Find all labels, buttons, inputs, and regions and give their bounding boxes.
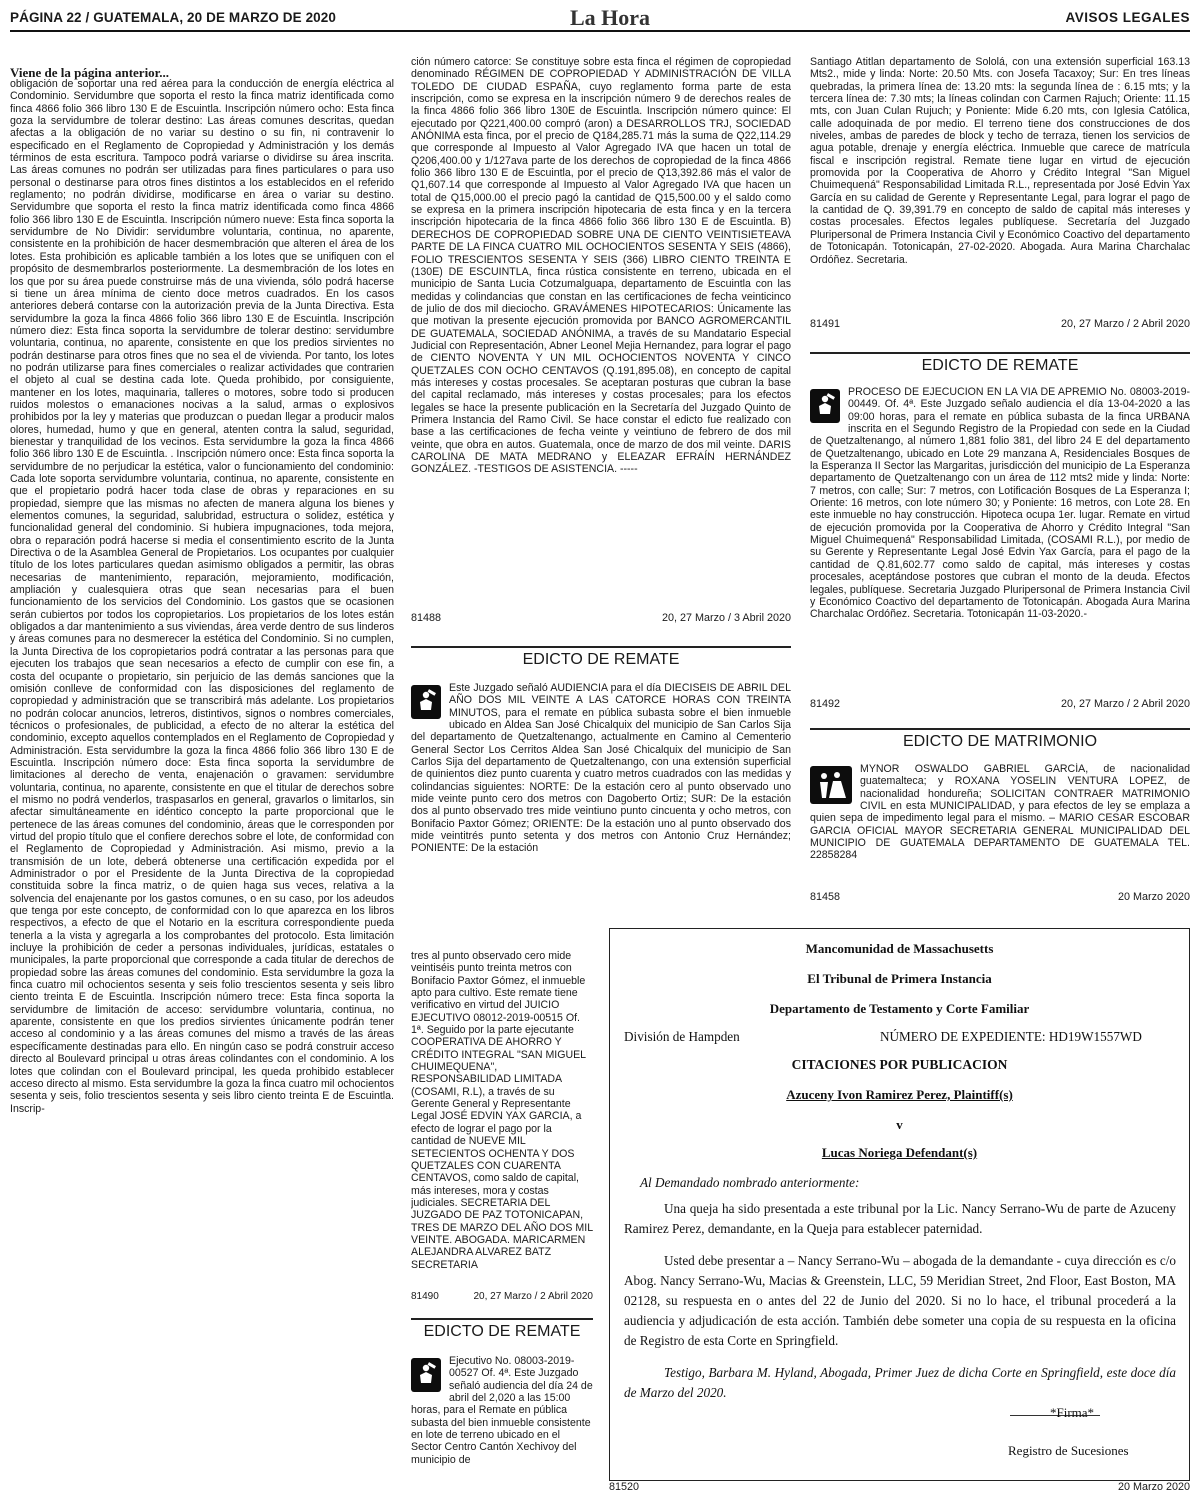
- versus: v: [896, 1117, 903, 1132]
- masthead: [10, 6, 1190, 32]
- page-info: PÁGINA 22 / GUATEMALA, 20 DE MARZO DE 2020: [10, 10, 337, 25]
- court-citation-notice: [609, 928, 1190, 1481]
- notice-dates: 20 Marzo 2020: [1117, 1481, 1190, 1493]
- salutation: Al Demandado nombrado anteriormente:: [640, 1175, 860, 1190]
- notice-text: Santiago Atitlan departamento de Sololá, con una extensión superficial 163.13 Mts2., mide y linda: Norte: 20.50 Mts. con Josefa Tacaxoy; Sur: En tres líneas quebradas, la primera línea de: 13.20 mts: la segunda línea de : 6.15 mts; y la tercera línea de: 7.30 mts; la líneas colindan con Carmen Rajuch; Oriente: 11.15 mts, con Juan Culan Rujuch; y Poniente: Mide 6.20 mts, con Iglesia Católica, calle adoquinada de por medio. El terreno tiene dos construcciones de dos niveles, ambas de paredes de block y techo de terraza, tienen los servicios de agua potable, drenaje y energía eléctrica. Inmueble que carece de matrícula fiscal e inscripción registral. Remate tiene lugar en virtud de ejecución promovida por la Cooperativa de Ahorro y Crédito Integral "San Miguel Chuimequená" Responsabilidad Limitada R.L., representada por José Edvin Yax García en su calidad de Gerente y Representante Legal, para lograr el pago de la cantidad de Q. 39,391.79 en concepto de saldo de capital más intereses y costas procesales. Efectos legales publíquese. Secretaría del Juzgado Pluripersonal de Primera Instancia Civil y Económico Coactivo del departamento de Totonicapán. Totonicapán, 27-02-2020. Abogada. Aura Marina Charchalac Ordóñez. Secretaria.: [810, 56, 1190, 266]
- defendant: Lucas Noriega Defendant(s): [821, 1145, 978, 1160]
- newspaper-logo: La Hora: [570, 5, 651, 30]
- division: División de Hampden: [624, 1029, 740, 1044]
- notice-footer: [411, 1290, 593, 1303]
- gavel-icon: [411, 685, 441, 719]
- notice-dates: 20, 27 Marzo / 3 Abril 2020: [661, 612, 791, 624]
- article-text: obligación de soportar una red aérea para la conducción de energía eléctrica al Condominio. Servidumbre que soporta el resto la finca matriz identificada como finca 4866 folio 366 libro 130 E de Escuintla. Inscripción número ocho: Esta finca goza la servidumbre de tolerar destino: Las áreas comunes descritas, quedan afectas a la obligación de no variar su destino o su fin, ni contravenir lo especificado en el Reglamento de Copropiedad y Administración y los demás términos de esta escritura. Tampoco podrá variarse o dividirse su área inscrita. Las áreas comunes no podrán ser utilizadas para fines particulares o para uso personal o destinarse para otros fines distintos a los establecidos en el referido reglamento; no podrán dividirse, modificarse en área o variar su destino. Servidumbre que soporta el resto la finca matriz identificada como finca 4866 folio 366 libro 130 E de Escuintla. Inscripción número nueve: Esta finca soporta la servidumbre de No Dividir: servidumbre voluntaria, continua, no aparente, consistente en la prohibición de hacer desmembración que alteren el área de los lotes. Esta prohibición es aplicable también a los lotes que se unifiquen con el propósito de desmembrarlos posteriormente. La desmembración de los lotes en los que por su área puede construirse más de una vivienda, sólo podrá hacerse si tiene un área mínima de ciento doce metros cuadrados. En los casos anteriores deberá contarse con la autorización previa de la Junta Directiva. Esta servidumbre la goza la finca 4866 folio 366 libro 130 E de Escuintla. Inscripción número diez: Esta finca soporta la servidumbre de tolerar destino: servidumbre voluntaria, continua, no aparente, consistente en que los predios sirvientes no podrán destinarse para otros fines que no sea el de vivienda. Por tanto, los lotes no podrán utilizarse para fines comerciales o realizar actividades que contrarien el objeto al cual se destina cada lote. Queda prohibido, por consiguiente, mantener en los lotes, maquinaria, talleres o motores, sobre todo si producen ruidos molestos o emanaciones nocivas a la salud, armas o explosivos prohibidos por la ley y materias que produzcan o puedan llegar a producir malos olores, humedad, humo y que en general, atenten contra la salud, seguridad, bienestar y tranquilidad de los vecinos. Esta servidumbre la goza la finca 4866 folio 366 libro 130 E de Escuintla. . Inscripción número once: Esta finca soporta la servidumbre de no perjudicar la estética, valor o funcionamiento del condominio: Cada lote soporta servidumbre voluntaria, continua, no aparente, consistente en que el propietario podrá hacer toda clase de obras y reparaciones en su propiedad, siempre que las mismas no afecten de manera alguna los bienes y elementos comunes, la seguridad, salubridad, estructura o solidez, estética y funcionalidad general del condominio. Si hubiera impugnaciones, toda mejora, obra o reparación podrá hacerse si media el consentimiento escrito de la Junta Directiva o de la Asamblea General de Propietarios. Los ocupantes por cualquier título de los lotes particulares quedan asimismo obligados a permitir, las obras necesarias de mantenimiento, reparación, mejoramiento, modificación, ampliación y cualesquiera otras que sean necesarias para el buen funcionamiento de los servicios del Condominio. Los gastos que se ocasionen serán cubiertos por todos los copropietarios. Los propietarios de los lotes están obligados a dar mantenimiento a sus viviendas, área verde dentro de sus linderos y áreas comunes para no desmerecer la estética del Condominio. Si no cumplen, la Junta Directiva de los copropietarios podrá contratar a las personas para que ejecuten los trabajos que sean necesarios a efecto de cumplir con ese fin, a costa del ocupante o propietario, sin perjuicio de las demás sanciones que la omisión conlleve de conformidad con las disposiciones del reglamento de copropiedad y administración que se transcribirá más adelante. Los propietarios no podrán colocar anuncios, letreros, distintivos, signos o nombres comerciales, técnicos o profesionales, de publicidad, a efecto de no alterar la estética del condominio, excepto aquellos contemplados en el Reglamento de Copropiedad y Administración. Esta servidumbre la goza la finca 4866 folio 366 libro 130 E de Escuintla. Inscripción número doce: Esta finca soporta la servidumbre de limitaciones al derecho de venta, enajenación o gravamen: servidumbre voluntaria, continua, no aparente, consistente en que el titular de derechos sobre el mismo no podrá venderlos, traspasarlos en general, gravarlos o limitarlos, sin afectar simultáneamente en idéntico concepto la parte proporcional que le pertenece de las áreas comunes del condominio, áreas que le corresponden por virtud del propio título que el confiere derechos sobre el lote, de conformidad con el Reglamento de Copropiedad y Administración. Asi mismo, previo a la transmisión de un lote, deberá obtenerse una certificación expedida por el Administrador o por el Presidente de la Junta Directiva de la copropiedad constituida sobre la finca matriz, o de quien haga sus veces, relativa a la solvencia del enajenante por los gastos comunes, o en su caso, por los adeudos que tenga por este concepto, de conformidad con lo que aparezca en los libros respectivos, a efecto de que el Notario en la escritura correspondiente pueda tenerla a la vista y agregarla a los comprobantes del protocolo. Esta limitación incluye la prohibición de ceder a personas individuales, jurídicas, estatales o municipales, la parte proporcional que corresponde a cada titular de derechos de propiedad sobre las áreas comunes del condominio. Esta servidumbre la goza la finca cuatro mil ochocientos sesenta y seis folio trescientos sesenta y seis libro ciento treinta E de Escuintla. Inscripción número trece: Esta finca soporta la servidumbre de limitación de acceso: servidumbre voluntaria, continua, no aparente, consistente en que los predios sirvientes únicamente podrán tener acceso al condominio y a las áreas comunes del mismo a través de las áreas específicamente destinadas para ello. En ningún caso se podrá construir acceso directo al Boulevard principal u otras áreas colindantes con el condominio. A los lotes que colindan con el Boulevard principal, les queda prohibido establecer acceso directo al mismo. Esta servidumbre la goza la finca cuatro mil ochocientos sesenta y seis, folio trescientos sesenta y seis libro ciento treinta E de Escuintla. Inscrip-: [10, 78, 394, 1115]
- notice-last: [411, 1355, 593, 1491]
- paragraph-2: Usted debe presentar a – Nancy Serrano-Wu – abogada de la demandante - cuya dirección es c/o Abog. Nancy Serrano-Wu, Macias & Greenstein, LLC, 59 Meridian Street, 2nd Floor, East Boston, MA 02128, su respuesta en o antes del 22 de Junio del 2020. Si no lo hace, el tribunal procederá a la audiencia y adjudicación de esta acción. También debe someter una copia de su respuesta en la oficina de Registro de esta Corte en Springfield.: [624, 1253, 1176, 1348]
- notice-dates: 20, 27 Marzo / 2 Abril 2020: [1060, 318, 1190, 330]
- notice-81491: [810, 56, 1190, 341]
- notice-footer: [609, 1481, 1190, 1494]
- notice-header: EDICTO DE REMATE: [810, 352, 1190, 377]
- notice-81490-continued: [411, 950, 593, 1292]
- notice-text: MYNOR OSWALDO GABRIEL GARCÍA, de nacionalidad guatemalteca; y ROXANA YOSELIN VENTURA LOPEZ, de nacionalidad hondureña; SOLICITAN CONTRAER MATRIMONIO CIVIL en esta MUNICIPALIDAD, y para efectos de ley se emplaza a quien sepa de impedimento legal para el mismo. – MARIO CESAR ESCOBAR GARCIA OFICIAL MAYOR SECRETARIA GENERAL MUNICIPALIDAD DEL MUNICIPIO DE GUATEMALA DEPARTAMENTO DE GUATEMALA TEL. 22858284: [810, 763, 1190, 862]
- wedding-couple-icon: [810, 766, 852, 804]
- article-column-1: [10, 78, 394, 1493]
- gavel-icon: [810, 389, 840, 423]
- notice-dates: 20, 27 Marzo / 2 Abril 2020: [1060, 698, 1190, 710]
- notice-id: 81488: [411, 612, 442, 624]
- paragraph-1: Una queja ha sido presentada a este tribunal por la Lic. Nancy Serrano-Wu de parte de Azuceny Ramirez Perez, demandante, en la Queja para establecer paternidad.: [624, 1201, 1176, 1236]
- notice-text-continued: tres al punto observado cero mide veintiséis punto treinta metros con Bonifacio Paxtor Gómez, el inmueble apto para cultivo. Este remate tiene verificativo en virtud del JUICIO EJECUTIVO 08012-2019-00515 Of. 1ª. Seguido por la parte ejecutante COOPERATIVA DE AHORRO Y CRÉDITO INTEGRAL "SAN MIGUEL CHUIMEQUENA", RESPONSABILIDAD LIMITADA (COSAMI, R.L), a través de su Gerente General y Representante Legal JOSÉ EDVIN YAX GARCIA, a efecto de lograr el pago por la cantidad de NUEVE MIL SETECIENTOS OCHENTA Y DOS QUETZALES CON CUARENTA CENTAVOS, como saldo de capital, más intereses, mora y costas judiciales. SECRETARIA DEL JUZGADO DE PAZ TOTONICAPAN, TRES DE MARZO DEL AÑO DOS MIL VEINTE. ABOGADA. MARICARMEN ALEJANDRA ALVAREZ BATZ SECRETARIA: [411, 950, 593, 1271]
- notice-81458: [810, 763, 1190, 875]
- registry: Registro de Sucesiones: [1008, 1443, 1129, 1458]
- notice-id: 81490: [411, 1291, 439, 1302]
- notice-text: Ejecutivo No. 08003-2019-00527 Of. 4ª. Este Juzgado señaló audiencia del día 24 de abril del 2,020 a las 15:00 horas, para el Remate en pública subasta del bien inmueble consistente en lote de terreno ubicado en el Sector Centro Cantón Xechivoy del municipio de: [411, 1355, 593, 1466]
- gavel-icon: [411, 1358, 441, 1392]
- notice-81490: [411, 682, 791, 950]
- plaintiff: Azuceny Ivon Ramirez Perez, Plaintiff(s): [786, 1087, 1013, 1102]
- case-number: NÚMERO DE EXPEDIENTE: HD19W1557WD: [880, 1029, 1142, 1044]
- notice-footer: [810, 318, 1190, 331]
- notice-line2: El Tribunal de Primera Instancia: [807, 971, 992, 986]
- notice-footer: [810, 891, 1190, 904]
- notice-dates: 20, 27 Marzo / 2 Abril 2020: [473, 1291, 593, 1302]
- notice-id: 81458: [810, 891, 841, 903]
- notice-text: Este Juzgado señaló AUDIENCIA para el día DIECISEIS DE ABRIL DEL AÑO DOS MIL VEINTE A LAS CATORCE HORAS CON TREINTA MINUTOS, para el remate en pública subasta sobre el bien inmueble ubicado en Aldea San José Chicalquix del municipio de San Carlos Sija del departamento de Quetzaltenango, actualmente en Camino al Cementerio General Sector Los Cerritos Aldea San José Chicalquix del municipio de San Carlos Sija del departamento de Quetzaltenango, con una extensión superficial de quinientos diez punto cuarenta y cuatro metros cuadrados con las medidas y colindancias siguientes: NORTE: De la estación cero al punto observado uno mide veinte punto cero dos metros con Dagoberto Ortiz; SUR: De la estación dos al punto observado tres mide veintiuno punto cincuenta y ocho metros, con Bonifacio Paxtor Gómez; ORIENTE: De la estación uno al punto observado dos mide veintitrés punto setenta y dos metros con Antonio Cruz Hernández; PONIENTE: De la estación: [411, 682, 791, 855]
- notice-footer: [411, 612, 791, 625]
- continued-label: Viene de la página anterior...: [10, 65, 170, 80]
- notice-title: CITACIONES POR PUBLICACION: [791, 1057, 1008, 1072]
- notice-footer: [810, 698, 1190, 711]
- notice-header: EDICTO DE REMATE: [411, 646, 791, 671]
- notice-81488: [411, 56, 791, 636]
- notice-line1: Mancomunidad de Massachusetts: [805, 941, 994, 956]
- notice-dates: 20 Marzo 2020: [1117, 891, 1190, 903]
- notice-header: EDICTO DE REMATE: [411, 1318, 593, 1343]
- notice-header: EDICTO DE MATRIMONIO: [810, 728, 1190, 753]
- notice-line3: Departamento de Testamento y Corte Familiar: [769, 1001, 1030, 1016]
- signature: *Firma*: [1050, 1405, 1095, 1420]
- notice-text: PROCESO DE EJECUCION EN LA VIA DE APREMIO No. 08003-2019-00449. Of. 4ª. Este Juzgado señalo audiencia el día 13-04-2020 a las 09:00 horas, para el remate en pública subasta de la finca URBANA inscrita en el Segundo Registro de la Propiedad con sede en la Ciudad de Quetzaltenango, al número 1,881 folio 381, del libro 24 E del departamento de Quetzaltenango, ubicado en Lote 29 manzana A, Residenciales Bosques de la Esperanza II Sector las Margaritas, jurisdicción del municipio de La Esperanza departamento de Quetzaltenango con un área de 112 mts2 mide y linda: Norte: 7 metros, con calle; Sur: 7 metros, con Lotificación Bosques de La Esperanza I; Oriente: 16 metros, con lote número 30; y Poniente: 16 metros, con Lote 28. En este inmueble no hay construcción. Hipoteca ocupa 1er. lugar. Remate en virtud de ejecución promovida por la Cooperativa de Ahorro y Crédito Integral "San Miguel Chuimequená" Responsabilidad Limitada, (COSAMI R.L.), por medio de su Gerente y Representante Legal José Edvin Yax García, para el pago de la cantidad de Q.81,602.77 como saldo de capital, más intereses y costas procesales, aceptándose postores que cubran el monto de la deuda. Efectos legales, publíquese. Secretaria Juzgado Pluripersonal de Primera Instancia Civil y Económico Coactivo del departamento de Totonicapán. Abogada Aura Marina Charchalac Ordóñez. Secretaria. Totonicapán 11-03-2020.-: [810, 386, 1190, 621]
- notice-id: 81491: [810, 318, 841, 330]
- notice-text: ción número catorce: Se constituye sobre esta finca el régimen de copropiedad denominado RÉGIMEN DE COPROPIEDAD Y ADMINISTRACIÓN DE VILLA TOLEDO DE CIUDAD ESPAÑA, cuyo reglamento forma parte de esta inscripción, como se expresa en la inscripción número 9 de derechos reales de la finca 4866 folio 366 libro 130E de Escuintla. Inscripción número quince: El ejecutado por Q221,400.00 compró (aron) a DESARROLLOS TRJ, SOCIEDAD ANÓNIMA esta finca, por el precio de Q184,285.71 más la suma de Q22,114.29 que corresponde al Impuesto al Valor Agregado IVA que hacen un total de Q206,400.00 y 1/127ava parte de los derechos de copropiedad de la finca 4866 folio 366 libro 130 E de Escuintla, por el precio de Q13,392.86 más el valor de Q1,607.14 que corresponde al Impuesto al Valor Agregado IVA que hacen un total de Q15,000.00 el precio pagó la cantidad de Q15,500.00 y el saldo como se expresa en la primera inscripción hipotecaria de esta finca y en la tercera inscripción hipotecaria de la finca 4866 folio 366 libro 130 E de Escuintla. B) DERECHOS DE COPROPIEDAD SOBRE UNA DE CIENTO VEINTISIETEAVA PARTE DE LA FINCA CUATRO MIL OCHOCIENTOS SESENTA Y SEIS (4866), FOLIO TRESCIENTOS SESENTA Y SEIS (366) LIBRO CIENTO TREINTA E (130E) DE ESCUINTLA, finca rústica consistente en terreno, ubicada en el municipio de Santa Lucia Cotzumalguapa, departamento de Escuintla con las medidas y colindancias que constan en las certificaciones de fecha veinticinco de julio de dos mil dieciocho. GRAVÁMENES HIPOTECARIOS: Únicamente las que motivan la presente ejecución promovida por BANCO AGROMERCANTIL DE GUATEMALA, SOCIEDAD ANÓNIMA, a través de su Mandatario Especial Judicial con Representación, Abner Leonel Mejia Hernandez, para lograr el pago de CIENTO NOVENTA Y UN MIL OCHOCIENTOS NOVENTA Y CINCO QUETZALES CON OCHO CENTAVOS (Q.191,895.08), en concepto de capital más intereses y costas procesales. Se aceptaran posturas que cubran la base del capital reclamado, más intereses y costas procesales; para los efectos legales se hace la presente publicación en la Secretaría del Juzgado Quinto de Primera Instancia del Ramo Civil. Se hace constar el edicto fue realizado con base a las certificaciones de fecha veinte y veintiuno de febrero de dos mil veinte, que obra en autos. Guatemala, once de marzo de dos mil veinte. DARIS CAROLINA DE MATA MEDRANO y ELEAZAR EFRAÍN HERNÁNDEZ GONZÁLEZ. -TESTIGOS DE ASISTENCIA. -----: [411, 56, 791, 476]
- section-title: AVISOS LEGALES: [1065, 10, 1190, 25]
- notice-81492: [810, 386, 1190, 696]
- notice-id: 81520: [609, 1481, 640, 1493]
- paragraph-3: Testigo, Barbara M. Hyland, Abogada, Primer Juez de dicha Corte en Springfield, este doce día de Marzo del 2020.: [624, 1365, 1176, 1400]
- notice-id: 81492: [810, 698, 841, 710]
